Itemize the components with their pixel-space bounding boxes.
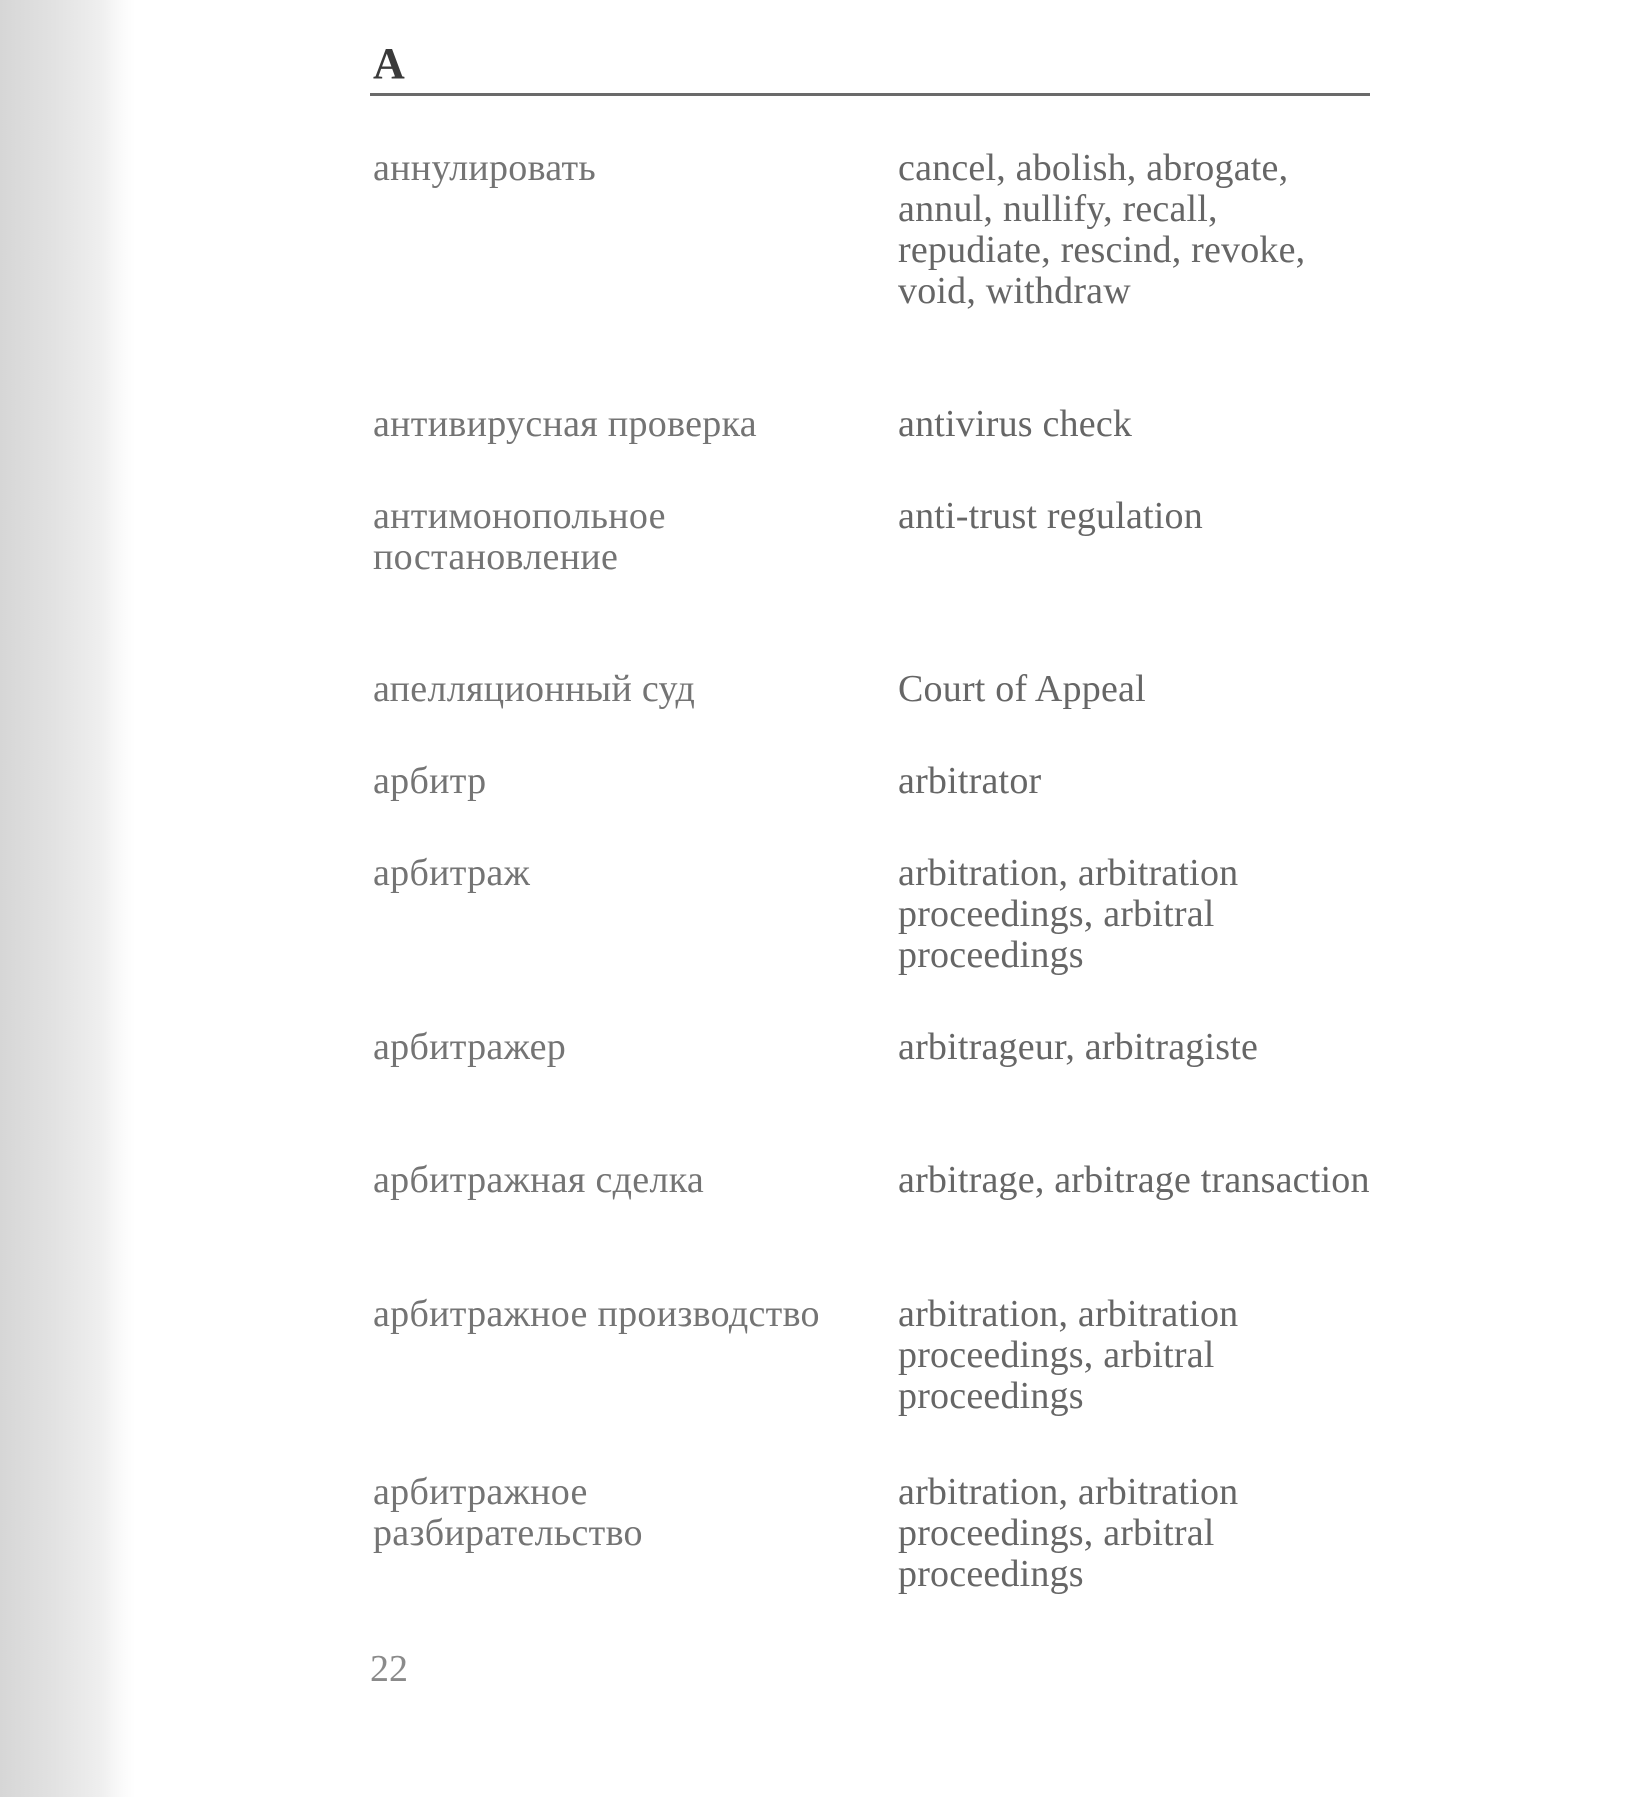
russian-term: арбитражер: [373, 1026, 567, 1068]
english-translation: arbitrageur, arbitragiste: [898, 1026, 1259, 1068]
book-spine-shadow: [0, 0, 135, 1797]
russian-term: арбитражное разбирательство: [373, 1471, 643, 1554]
english-translation: anti-trust regulation: [898, 495, 1203, 537]
russian-term: арбитражное производство: [373, 1293, 820, 1335]
english-translation: arbitration, arbitration proceedings, arbitral proceedings: [898, 1471, 1239, 1595]
english-translation: cancel, abolish, abrogate, annul, nullify, recall, repudiate, rescind, revoke, void, withdraw: [898, 147, 1306, 312]
russian-term: антивирусная проверка: [373, 403, 757, 445]
russian-term: апелляционный суд: [373, 668, 696, 710]
russian-term: арбитражная сделка: [373, 1159, 705, 1201]
english-translation: antivirus check: [898, 403, 1133, 445]
header-rule: [370, 93, 1370, 96]
english-translation: arbitrage, arbitrage transaction: [898, 1159, 1370, 1201]
english-translation: arbitrator: [898, 760, 1042, 802]
russian-term: арбитраж: [373, 852, 531, 894]
section-letter: А: [373, 39, 405, 88]
russian-term: аннулировать: [373, 147, 597, 189]
dictionary-page: [370, 0, 1370, 1797]
english-translation: arbitration, arbitration proceedings, arbitral proceedings: [898, 852, 1239, 976]
english-translation: Court of Appeal: [898, 668, 1146, 710]
page-number: 22: [370, 1648, 408, 1690]
english-translation: arbitration, arbitration proceedings, arbitral proceedings: [898, 1293, 1239, 1417]
russian-term: арбитр: [373, 760, 487, 802]
russian-term: антимонопольное постановление: [373, 495, 666, 578]
